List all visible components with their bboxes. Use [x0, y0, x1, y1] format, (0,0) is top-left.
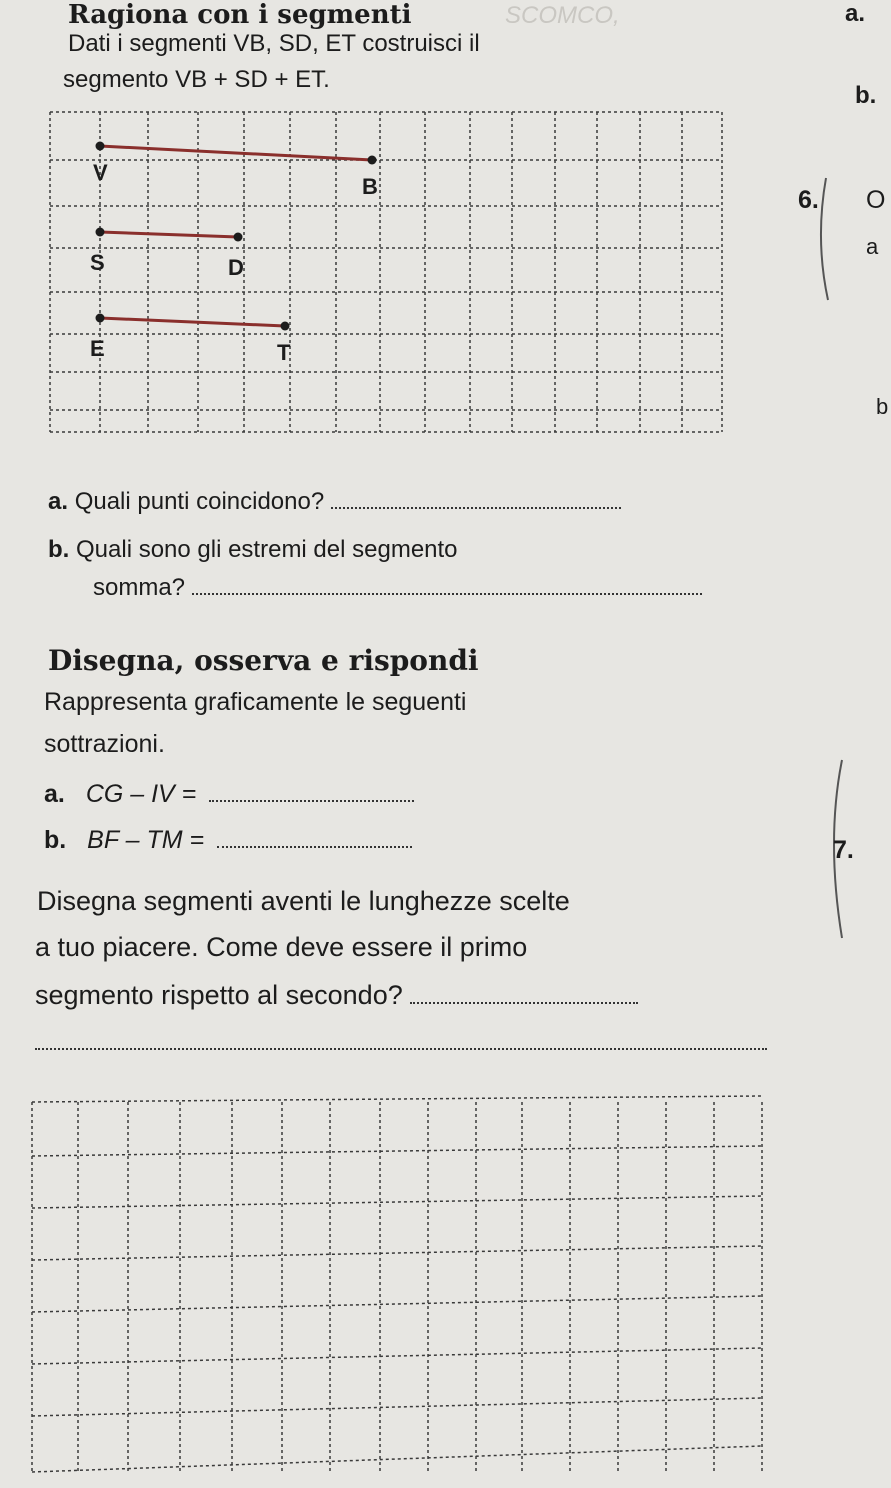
instruction-line-1: Rappresenta graficamente le seguenti	[44, 688, 467, 716]
answer-blank-task[interactable]	[410, 1002, 638, 1004]
section-title: Disegna, osserva e rispondi	[48, 644, 479, 677]
task-line-2: a tuo piacere. Come deve essere il primo	[35, 932, 528, 962]
side-b: b	[876, 394, 889, 419]
label-v: V	[93, 160, 108, 185]
exercise-b-letter: b.	[44, 826, 67, 854]
handwritten-note: SCOMCO,	[505, 2, 620, 29]
question-a-letter: a.	[48, 488, 69, 515]
exercise-a-expression: CG – IV =	[85, 780, 197, 808]
exercise-b-expression: BF – TM =	[87, 826, 205, 854]
answer-blank-a[interactable]	[331, 507, 621, 509]
label-e: E	[90, 336, 105, 361]
answer-blank-b[interactable]	[192, 593, 702, 595]
answer-blank-task-line-2[interactable]	[35, 1034, 767, 1050]
intro-line-1: Dati i segmenti VB, SD, ET costruisci il	[68, 30, 480, 57]
drawing-grid[interactable]	[0, 1080, 891, 1488]
question-b-text: Quali sono gli estremi del segmento	[76, 536, 458, 563]
margin-a: a.	[845, 0, 866, 27]
instruction-line-2: sottrazioni.	[44, 730, 165, 758]
question-b	[48, 536, 458, 564]
label-d: D	[228, 255, 244, 280]
task-line-3	[35, 980, 638, 1011]
side-a: a	[866, 234, 879, 259]
task-line-3-text: segmento rispetto al secondo?	[35, 980, 403, 1010]
question-b-cont	[93, 574, 702, 602]
margin-b: b.	[855, 82, 877, 109]
question-b-text-2: somma?	[93, 574, 186, 601]
question-a-text: Quali punti coincidono?	[74, 488, 325, 515]
question-a	[48, 488, 621, 516]
side-number-7: 7.	[833, 836, 854, 864]
exercise-a	[44, 780, 414, 809]
intro-line-2: segmento VB + SD + ET.	[63, 66, 330, 93]
exercise-b	[44, 826, 412, 855]
side-o: O	[866, 186, 886, 214]
task-line-1: Disegna segmenti aventi le lunghezze scelte	[37, 886, 570, 916]
label-s: S	[90, 250, 105, 275]
question-b-letter: b.	[48, 536, 70, 563]
answer-blank-ex-a[interactable]	[209, 800, 414, 802]
exercise-heading: Ragiona con i segmenti	[68, 0, 412, 30]
answer-blank-ex-b[interactable]	[217, 846, 412, 848]
label-b: B	[362, 174, 378, 199]
label-t: T	[277, 340, 291, 365]
side-number-6: 6.	[798, 186, 819, 214]
exercise-a-letter: a.	[44, 780, 65, 808]
